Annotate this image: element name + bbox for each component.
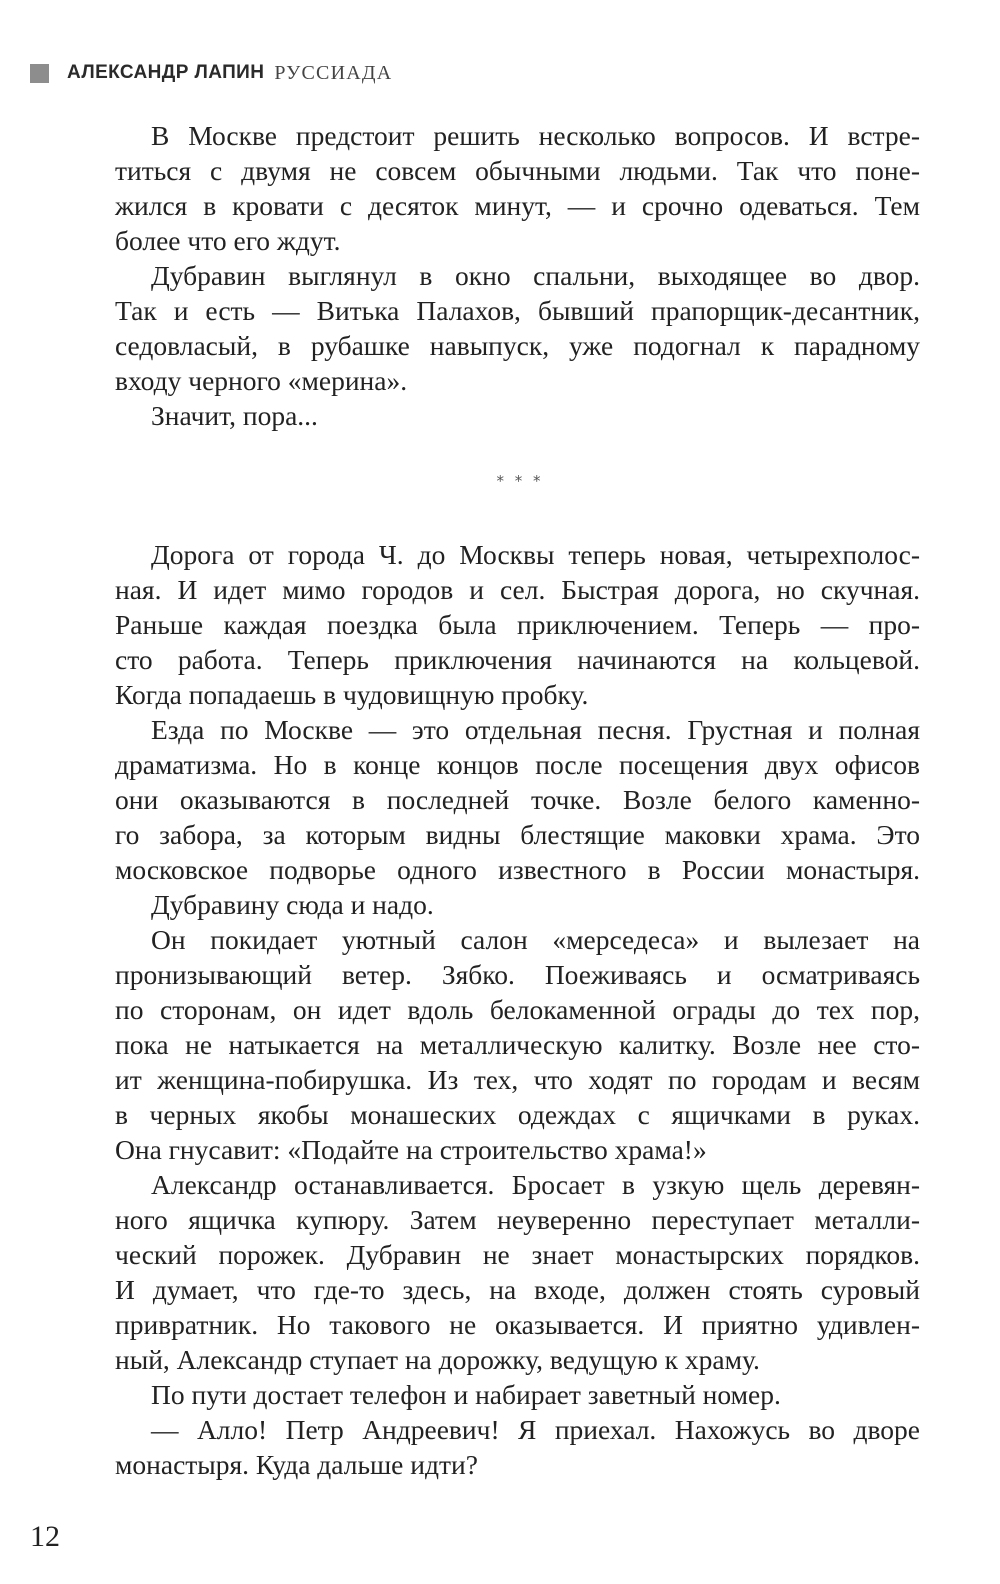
text-line: И думает, что где-то здесь, на входе, должен стоять суровый	[115, 1274, 920, 1305]
text-line: Езда по Москве — это отдельная песня. Грустная и полная	[151, 714, 920, 745]
text-line: жился в кровати с десяток минут, — и срочно одеваться. Тем	[115, 190, 920, 221]
text-line: они оказываются в последней точке. Возле белого каменно-	[115, 784, 920, 815]
text-line: входу черного «мерина».	[115, 365, 408, 396]
text-line: ческий порожек. Дубравин не знает монастырских порядков.	[115, 1239, 920, 1270]
text-line: более что его ждут.	[115, 225, 341, 256]
text-line: го забора, за которым видны блестящие маковки храма. Это	[115, 819, 920, 850]
header-square-ornament	[30, 64, 49, 83]
text-line: ного ящичка купюру. Затем неуверенно переступает металли-	[115, 1204, 920, 1235]
text-section-2	[115, 537, 920, 1482]
header-author: АЛЕКСАНДР ЛАПИН	[67, 62, 265, 83]
text-line: ная. И идет мимо городов и сел. Быстрая дорога, но скучная.	[115, 574, 920, 605]
header-book-title: РУССИАДА	[274, 61, 393, 84]
text-line: Дубравину сюда и надо.	[151, 889, 434, 920]
section-separator: * * *	[496, 472, 544, 490]
text-line: Он покидает уютный салон «мерседеса» и вылезает на	[151, 924, 920, 955]
text-line: седовласый, в рубашке навыпуск, уже подогнал к парадному	[115, 330, 920, 361]
text-line: ный, Александр ступает на дорожку, ведущую к храму.	[115, 1344, 760, 1375]
text-line: Так и есть — Витька Палахов, бывший прапорщик-десантник,	[115, 295, 920, 326]
text-line: Раньше каждая поездка была приключением. Теперь — про-	[115, 609, 920, 640]
text-line: московское подворье одного известного в России монастыря.	[115, 854, 920, 885]
text-line: В Москве предстоит решить несколько вопросов. И встре-	[151, 120, 920, 151]
text-line: в черных якобы монашеских одеждах с ящичками в руках.	[115, 1099, 920, 1130]
text-line: сто работа. Теперь приключения начинаются на кольцевой.	[115, 644, 920, 675]
text-line: Значит, пора...	[151, 400, 318, 431]
text-line: монастыря. Куда дальше идти?	[115, 1449, 478, 1480]
text-line: По пути достает телефон и набирает заветный номер.	[151, 1379, 781, 1410]
text-line: Она гнусавит: «Подайте на строительство храма!»	[115, 1134, 707, 1165]
text-line: — Алло! Петр Андреевич! Я приехал. Нахожусь во дворе	[151, 1414, 920, 1445]
text-line: пока не натыкается на металлическую калитку. Возле нее сто-	[115, 1029, 920, 1060]
text-line: Когда попадаешь в чудовищную пробку.	[115, 679, 589, 710]
text-line: пронизывающий ветер. Зябко. Поеживаясь и осматриваясь	[115, 959, 920, 990]
text-line: Дубравин выглянул в окно спальни, выходящее во двор.	[151, 260, 920, 291]
text-line: титься с двумя не совсем обычными людьми. Так что поне-	[115, 155, 920, 186]
text-line: Дорога от города Ч. до Москвы теперь новая, четырехполос-	[151, 539, 920, 570]
text-line: Александр останавливается. Бросает в узкую щель деревян-	[151, 1169, 920, 1200]
text-line: ит женщина-побирушка. Из тех, что ходят по городам и весям	[115, 1064, 920, 1095]
text-line: по сторонам, он идет вдоль белокаменной ограды до тех пор,	[115, 994, 920, 1025]
text-line: драматизма. Но в конце концов после посещения двух офисов	[115, 749, 920, 780]
text-line: привратник. Но такового не оказывается. И приятно удивлен-	[115, 1309, 920, 1340]
text-section-1	[115, 118, 920, 433]
page-number: 12	[30, 1520, 60, 1553]
running-head	[30, 58, 392, 88]
